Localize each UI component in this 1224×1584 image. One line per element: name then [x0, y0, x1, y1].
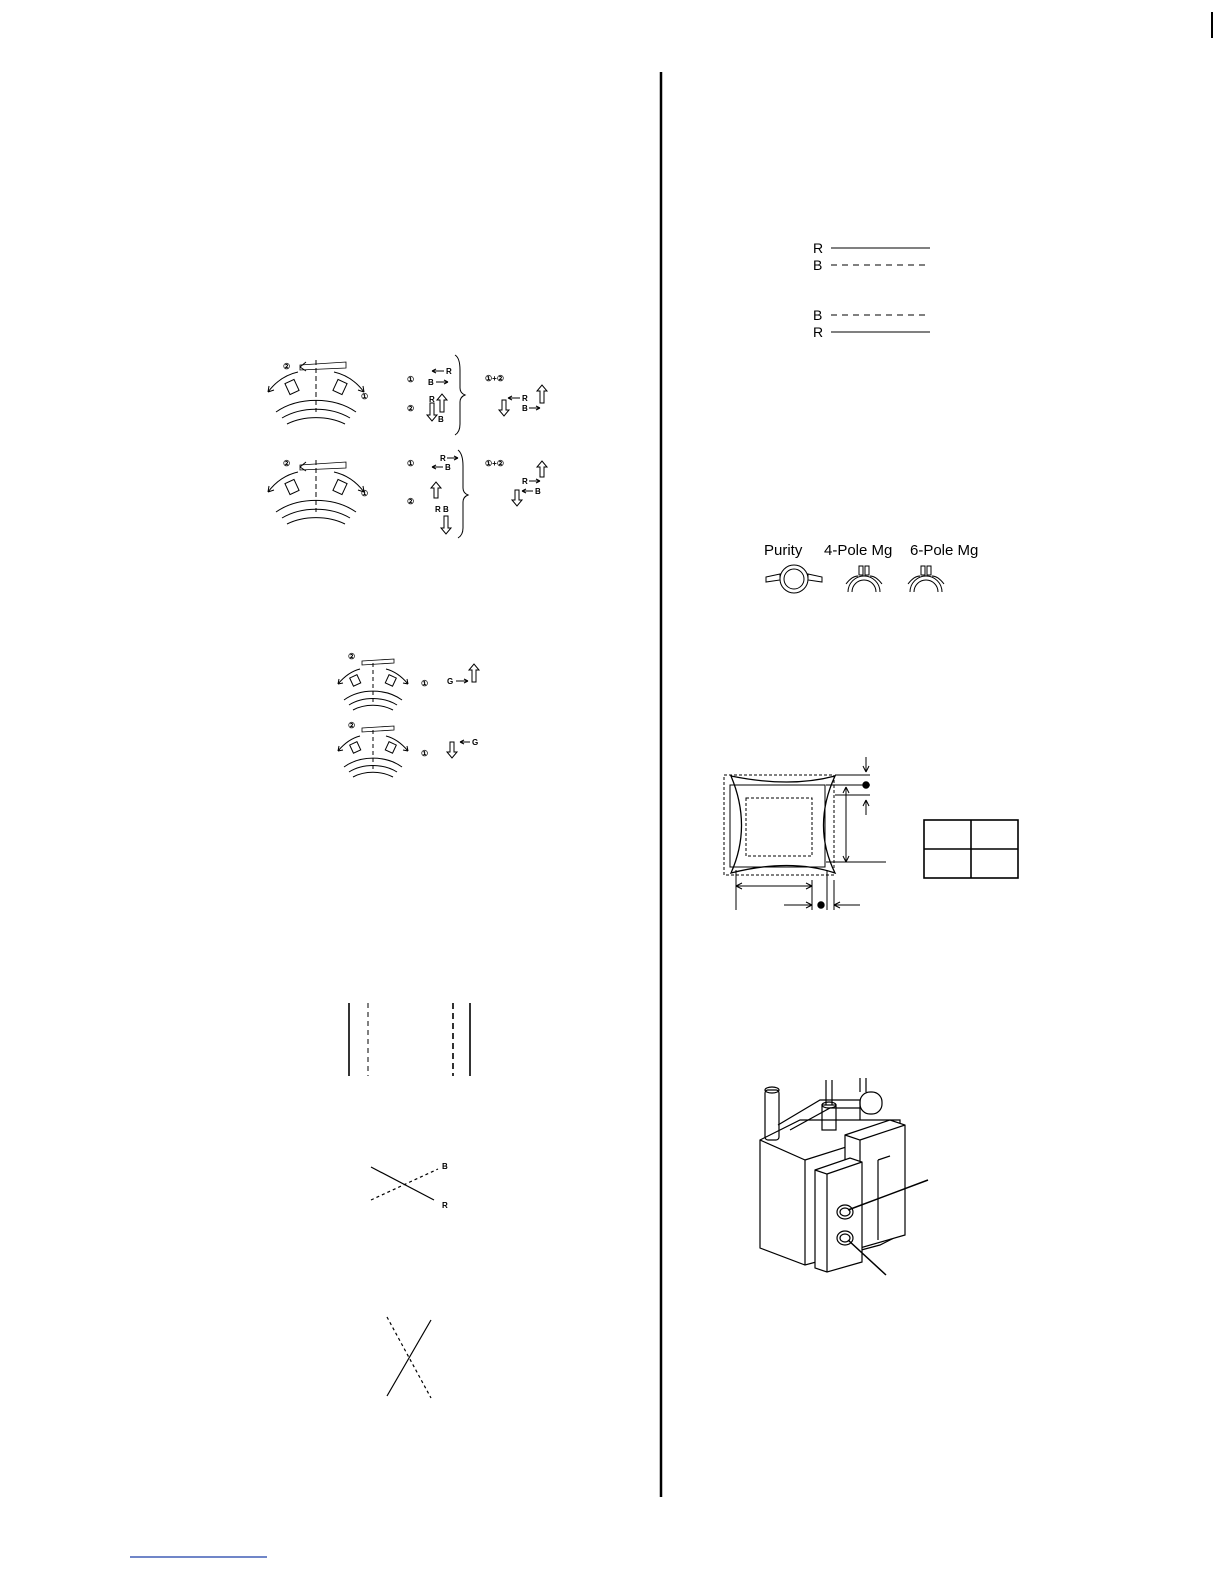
- brace: [458, 450, 468, 538]
- six-pole-rotation-figure-2: [268, 450, 547, 538]
- four-pole-rotation-figure-1: [338, 652, 479, 710]
- r-label: R: [813, 324, 824, 340]
- raster-distortion-diagram: [724, 757, 886, 910]
- brace: [455, 355, 465, 435]
- r-label: R: [522, 477, 528, 486]
- hollow-arrow-up: [537, 461, 547, 477]
- four-pole-magnet-icon: [846, 566, 882, 592]
- step1-label: ①: [407, 459, 415, 468]
- b-label: B: [438, 415, 444, 424]
- neck-magnet-ring: [268, 460, 364, 524]
- four-pole-label: 4-Pole Mg: [824, 542, 893, 559]
- purity-label: Purity: [764, 542, 803, 559]
- r-label: R: [440, 454, 446, 463]
- hollow-arrow-down: [441, 516, 451, 534]
- magnet-legend: [764, 542, 978, 593]
- six-pole-rotation-figure-1: [268, 355, 547, 435]
- sum-label: ①+②: [485, 459, 505, 468]
- crossing-lines-vertical: [387, 1317, 431, 1398]
- step1-label: ①: [361, 489, 369, 498]
- g-label: G: [447, 677, 454, 686]
- step1-label: ①: [361, 392, 369, 401]
- g-label: G: [472, 738, 479, 747]
- r-label: R: [446, 367, 452, 376]
- b-label: B: [535, 487, 541, 496]
- rb-horizontal-lines: [813, 240, 930, 340]
- hollow-arrow-up: [437, 394, 447, 412]
- purity-magnet-icon: [766, 565, 822, 593]
- sum-label: ①+②: [485, 374, 505, 383]
- hollow-arrow-down: [512, 490, 522, 506]
- six-pole-label: 6-Pole Mg: [910, 542, 979, 559]
- rb-label: R B: [435, 505, 449, 514]
- step1-label: ①: [421, 679, 429, 688]
- step1-label: ①: [407, 375, 415, 384]
- crossing-lines-horizontal: [371, 1162, 448, 1210]
- step2-label: ②: [348, 652, 356, 661]
- four-pole-rotation-figure-2: [338, 721, 478, 777]
- r-label: R: [442, 1201, 448, 1210]
- b-label: B: [813, 257, 823, 273]
- r-label: R: [522, 394, 528, 403]
- r-label: R: [429, 395, 435, 404]
- hollow-arrow-up: [469, 664, 479, 682]
- hollow-arrow-down: [447, 742, 457, 758]
- six-pole-magnet-icon: [908, 566, 944, 592]
- hollow-arrow-up: [431, 482, 441, 498]
- crosshatch-reference: [924, 820, 1018, 878]
- b-label: B: [428, 378, 434, 387]
- step2-label: ②: [407, 404, 415, 413]
- b-label: B: [442, 1162, 448, 1171]
- hollow-arrow-down: [427, 403, 437, 421]
- flyback-transformer: [760, 1078, 928, 1275]
- step2-label: ②: [348, 721, 356, 730]
- b-label: B: [522, 404, 528, 413]
- step2-label: ②: [283, 362, 291, 371]
- b-label: B: [445, 463, 451, 472]
- hollow-arrow-down: [499, 400, 509, 416]
- step1-label: ①: [421, 749, 429, 758]
- hollow-arrow-up: [537, 385, 547, 403]
- step2-label: ②: [283, 459, 291, 468]
- vertical-convergence-lines: [349, 1003, 470, 1076]
- step2-label: ②: [407, 497, 415, 506]
- b-label: B: [813, 307, 823, 323]
- r-label: R: [813, 240, 824, 256]
